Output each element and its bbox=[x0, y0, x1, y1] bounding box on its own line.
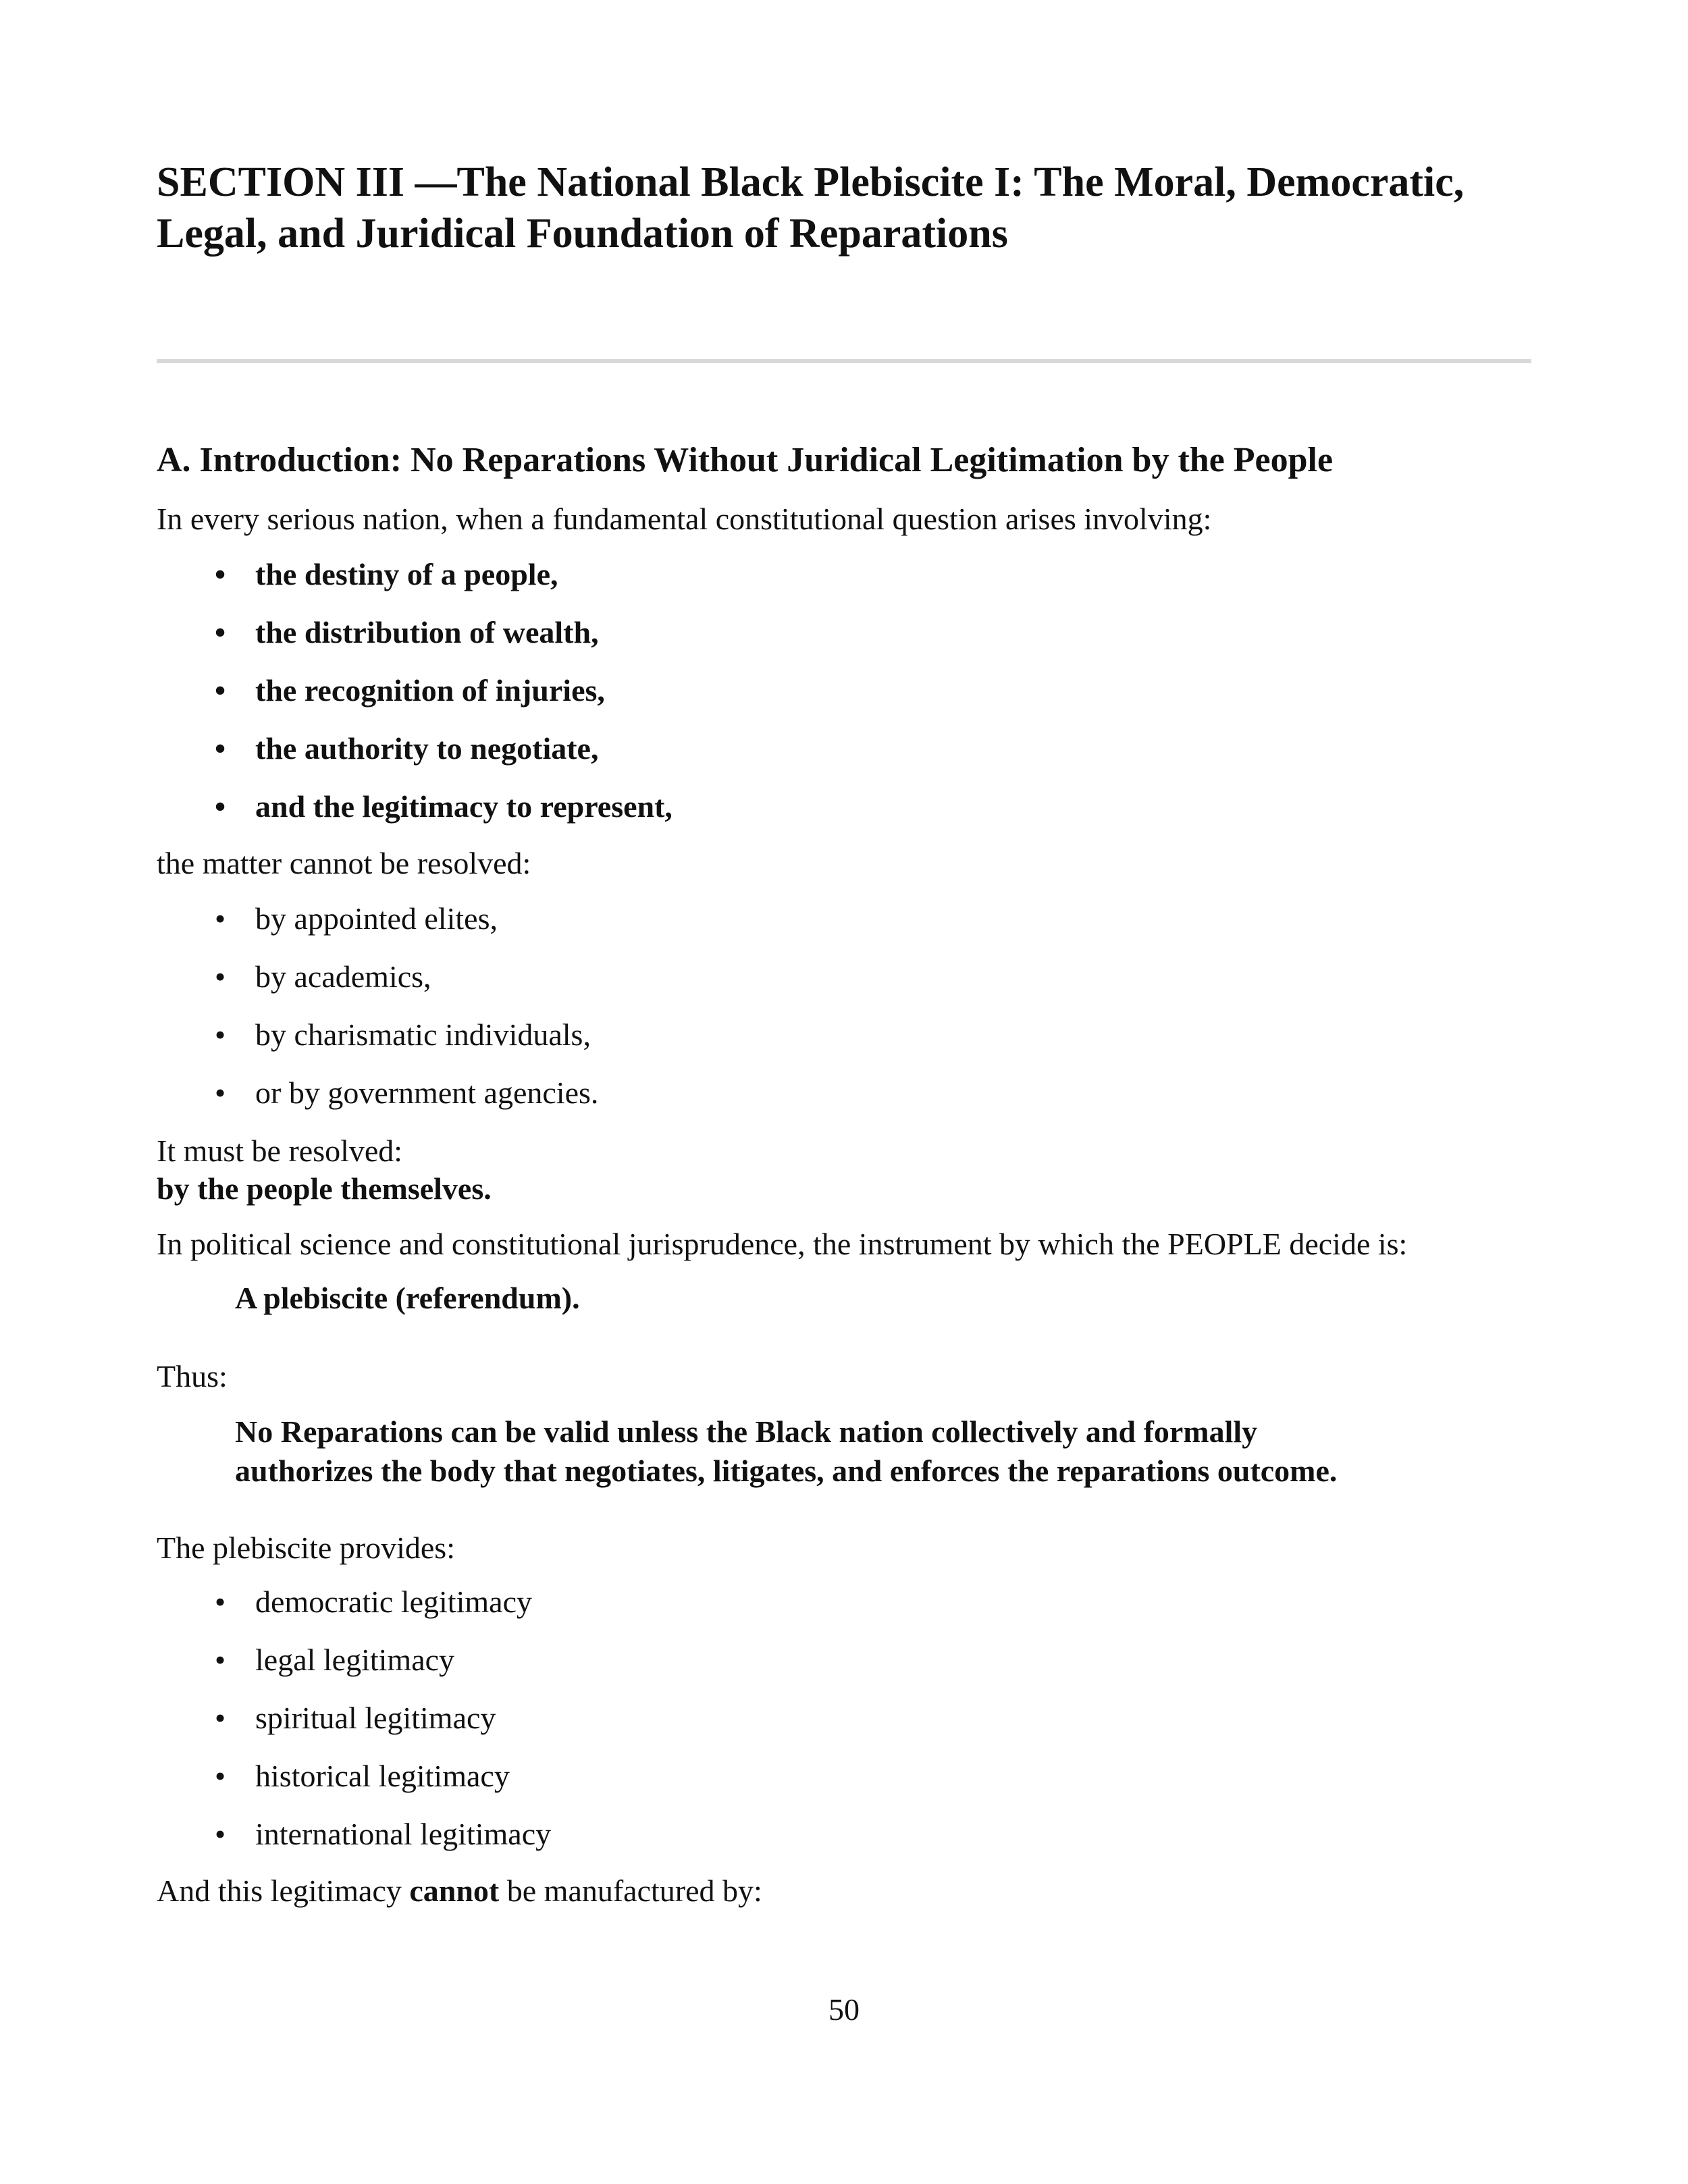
last-paragraph bbox=[157, 1871, 762, 1911]
plebiscite-callout: A plebiscite (referendum). bbox=[235, 1281, 580, 1315]
horizontal-rule bbox=[157, 359, 1531, 363]
provides-paragraph: The plebiscite provides: bbox=[157, 1530, 455, 1565]
by-people-paragraph: by the people themselves. bbox=[157, 1171, 492, 1206]
bullet-icon: • bbox=[215, 1075, 226, 1110]
list-item bbox=[157, 613, 672, 671]
thus-paragraph: Thus: bbox=[157, 1359, 228, 1393]
list-item-text: democratic legitimacy bbox=[255, 1584, 532, 1619]
list-item-text: historical legitimacy bbox=[255, 1759, 510, 1793]
last-paragraph-emphasis: cannot bbox=[409, 1873, 500, 1908]
list-item bbox=[157, 1815, 551, 1873]
bullet-icon: • bbox=[215, 901, 226, 936]
last-paragraph-tail: be manufactured by: bbox=[499, 1873, 762, 1908]
list-item-text: the destiny of a people, bbox=[255, 557, 558, 591]
list-item bbox=[157, 1641, 551, 1699]
quote-line-2: authorizes the body that negotiates, litigates, and enforces the reparations outcome. bbox=[235, 1454, 1338, 1488]
bullet-icon: • bbox=[215, 1817, 226, 1851]
list-item-text: by appointed elites, bbox=[255, 901, 498, 936]
bullet-icon: • bbox=[215, 1017, 226, 1052]
cannot-resolve-paragraph: the matter cannot be resolved: bbox=[157, 846, 531, 880]
last-paragraph-lead: And this legitimacy bbox=[157, 1873, 410, 1908]
list-item-text: by charismatic individuals, bbox=[255, 1017, 591, 1052]
legitimacy-list bbox=[157, 1582, 551, 1873]
list-item bbox=[157, 787, 672, 845]
section-title: SECTION III —The National Black Plebiscite I: The Moral, Democratic, Legal, and Juridical Foundation of Reparations bbox=[157, 159, 1465, 257]
list-item-text: international legitimacy bbox=[255, 1817, 552, 1851]
instrument-paragraph: In political science and constitutional jurisprudence, the instrument by which the PEOPLE decide is: bbox=[157, 1227, 1408, 1261]
bullet-icon: • bbox=[215, 1701, 226, 1735]
bullet-icon: • bbox=[215, 1584, 226, 1619]
not-by-list bbox=[157, 899, 598, 1131]
list-item bbox=[157, 1582, 551, 1641]
bullet-icon: • bbox=[215, 789, 226, 824]
list-item bbox=[157, 1699, 551, 1757]
questions-list bbox=[157, 555, 672, 845]
intro-paragraph: In every serious nation, when a fundamental constitutional question arises involving: bbox=[157, 502, 1212, 536]
list-item-text: spiritual legitimacy bbox=[255, 1701, 496, 1735]
list-item-text: or by government agencies. bbox=[255, 1075, 599, 1110]
bullet-icon: • bbox=[215, 673, 226, 708]
bullet-icon: • bbox=[215, 731, 226, 766]
bullet-icon: • bbox=[215, 1759, 226, 1793]
list-item-text: legal legitimacy bbox=[255, 1643, 455, 1677]
list-item-text: the authority to negotiate, bbox=[255, 731, 599, 766]
list-item bbox=[157, 729, 672, 787]
quote-line-1: No Reparations can be valid unless the Black nation collectively and formally bbox=[235, 1414, 1258, 1449]
bullet-icon: • bbox=[215, 615, 226, 649]
list-item bbox=[157, 1757, 551, 1815]
bullet-icon: • bbox=[215, 557, 226, 591]
subheading: A. Introduction: No Reparations Without Juridical Legitimation by the People bbox=[157, 441, 1334, 479]
list-item bbox=[157, 555, 672, 613]
list-item-text: by academics, bbox=[255, 959, 431, 994]
bullet-icon: • bbox=[215, 1643, 226, 1677]
page-number: 50 bbox=[828, 1992, 860, 2027]
list-item-text: the distribution of wealth, bbox=[255, 615, 599, 649]
list-item-text: the recognition of injuries, bbox=[255, 673, 605, 708]
list-item bbox=[157, 957, 598, 1015]
list-item bbox=[157, 899, 598, 957]
must-resolve-paragraph: It must be resolved: bbox=[157, 1134, 403, 1168]
list-item bbox=[157, 671, 672, 729]
list-item bbox=[157, 1073, 598, 1131]
list-item-text: and the legitimacy to represent, bbox=[255, 789, 672, 824]
bullet-icon: • bbox=[215, 959, 226, 994]
list-item bbox=[157, 1015, 598, 1073]
